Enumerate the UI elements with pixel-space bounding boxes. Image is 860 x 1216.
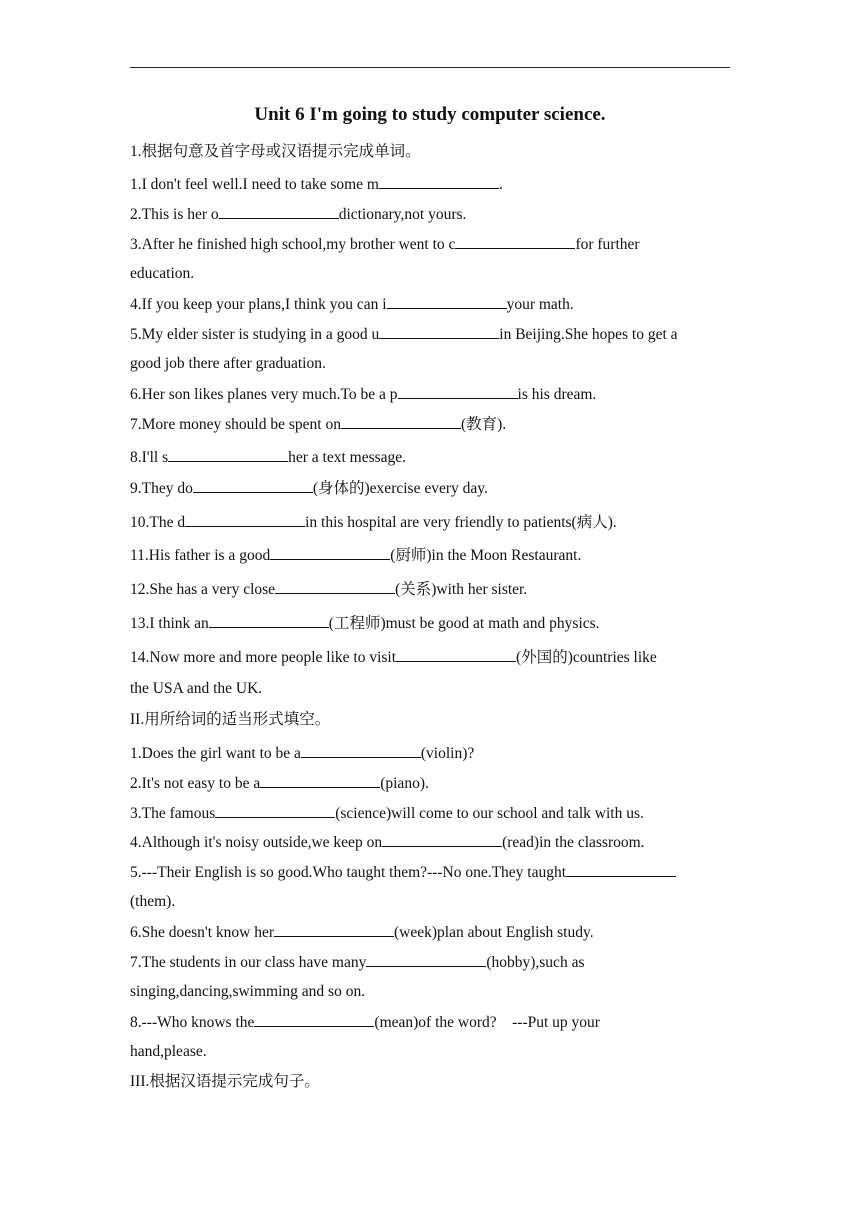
answer-blank[interactable] xyxy=(396,647,516,662)
exercise-item: 7.The students in our class have many (hobby),such as xyxy=(130,954,585,971)
answer-blank[interactable] xyxy=(387,294,507,309)
answer-blank[interactable] xyxy=(168,447,288,462)
exercise-item: 11.His father is a good (厨师)in the Moon Restaurant. xyxy=(130,547,582,564)
answer-blank[interactable] xyxy=(566,862,676,877)
answer-blank[interactable] xyxy=(270,545,390,560)
exercise-item: 2.It's not easy to be a (piano). xyxy=(130,775,429,792)
answer-blank[interactable] xyxy=(260,773,380,788)
exercise-item: 4.If you keep your plans,I think you can i your math. xyxy=(130,296,574,313)
answer-blank[interactable] xyxy=(301,743,421,758)
answer-blank[interactable] xyxy=(398,384,518,399)
section3-heading: III.根据汉语提示完成句子。 xyxy=(130,1073,320,1090)
section2-heading: II.用所给词的适当形式填空。 xyxy=(130,711,331,728)
section1-heading: 1.根据句意及首字母或汉语提示完成单词。 xyxy=(130,143,421,160)
answer-blank[interactable] xyxy=(275,579,395,594)
exercise-item: 6.Her son likes planes very much.To be a p is his dream. xyxy=(130,386,597,403)
exercise-item: 2.This is her o dictionary,not yours. xyxy=(130,206,467,223)
exercise-item-continued: singing,dancing,swimming and so on. xyxy=(130,983,366,1000)
exercise-item: 7.More money should be spent on (教育). xyxy=(130,416,507,433)
answer-blank[interactable] xyxy=(219,204,339,219)
exercise-item: 3.After he finished high school,my brother went to c for further xyxy=(130,236,640,253)
exercise-item-continued: the USA and the UK. xyxy=(130,680,263,697)
answer-blank[interactable] xyxy=(215,803,335,818)
exercise-item: 12.She has a very close (关系)with her sister. xyxy=(130,581,528,598)
exercise-item-continued: good job there after graduation. xyxy=(130,355,326,372)
exercise-item: 13.I think an (工程师)must be good at math and physics. xyxy=(130,615,600,632)
page-title: Unit 6 I'm going to study computer science. xyxy=(254,104,606,125)
answer-blank[interactable] xyxy=(379,174,499,189)
answer-blank[interactable] xyxy=(341,414,461,429)
answer-blank[interactable] xyxy=(185,512,305,527)
answer-blank[interactable] xyxy=(379,324,499,339)
answer-blank[interactable] xyxy=(209,613,329,628)
answer-blank[interactable] xyxy=(382,832,502,847)
exercise-item: 6.She doesn't know her (week)plan about English study. xyxy=(130,924,594,941)
exercise-item: 1.I don't feel well.I need to take some m . xyxy=(130,176,503,193)
exercise-item: 8.---Who knows the (mean)of the word? ---Put up your xyxy=(130,1014,600,1031)
answer-blank[interactable] xyxy=(274,922,394,937)
header-rule xyxy=(130,67,730,68)
exercise-item-continued: (them). xyxy=(130,893,176,910)
exercise-item: 1.Does the girl want to be a (violin)? xyxy=(130,745,475,762)
answer-blank[interactable] xyxy=(455,234,575,249)
answer-blank[interactable] xyxy=(254,1012,374,1027)
exercise-item-continued: hand,please. xyxy=(130,1043,207,1060)
exercise-item: 3.The famous (science)will come to our school and talk with us. xyxy=(130,805,644,822)
exercise-item: 5.---Their English is so good.Who taught them?---No one.They taught xyxy=(130,862,676,883)
answer-blank[interactable] xyxy=(193,478,313,493)
exercise-item: 8.I'll s her a text message. xyxy=(130,449,407,466)
exercise-item-continued: education. xyxy=(130,265,195,282)
exercise-item: 10.The d in this hospital are very friendly to patients(病人). xyxy=(130,514,617,531)
exercise-item: 5.My elder sister is studying in a good u in Beijing.She hopes to get a xyxy=(130,326,678,343)
exercise-item: 9.They do (身体的)exercise every day. xyxy=(130,480,488,497)
exercise-item: 4.Although it's noisy outside,we keep on (read)in the classroom. xyxy=(130,834,645,851)
answer-blank[interactable] xyxy=(366,952,486,967)
exercise-item: 14.Now more and more people like to visit (外国的)countries like xyxy=(130,649,657,666)
